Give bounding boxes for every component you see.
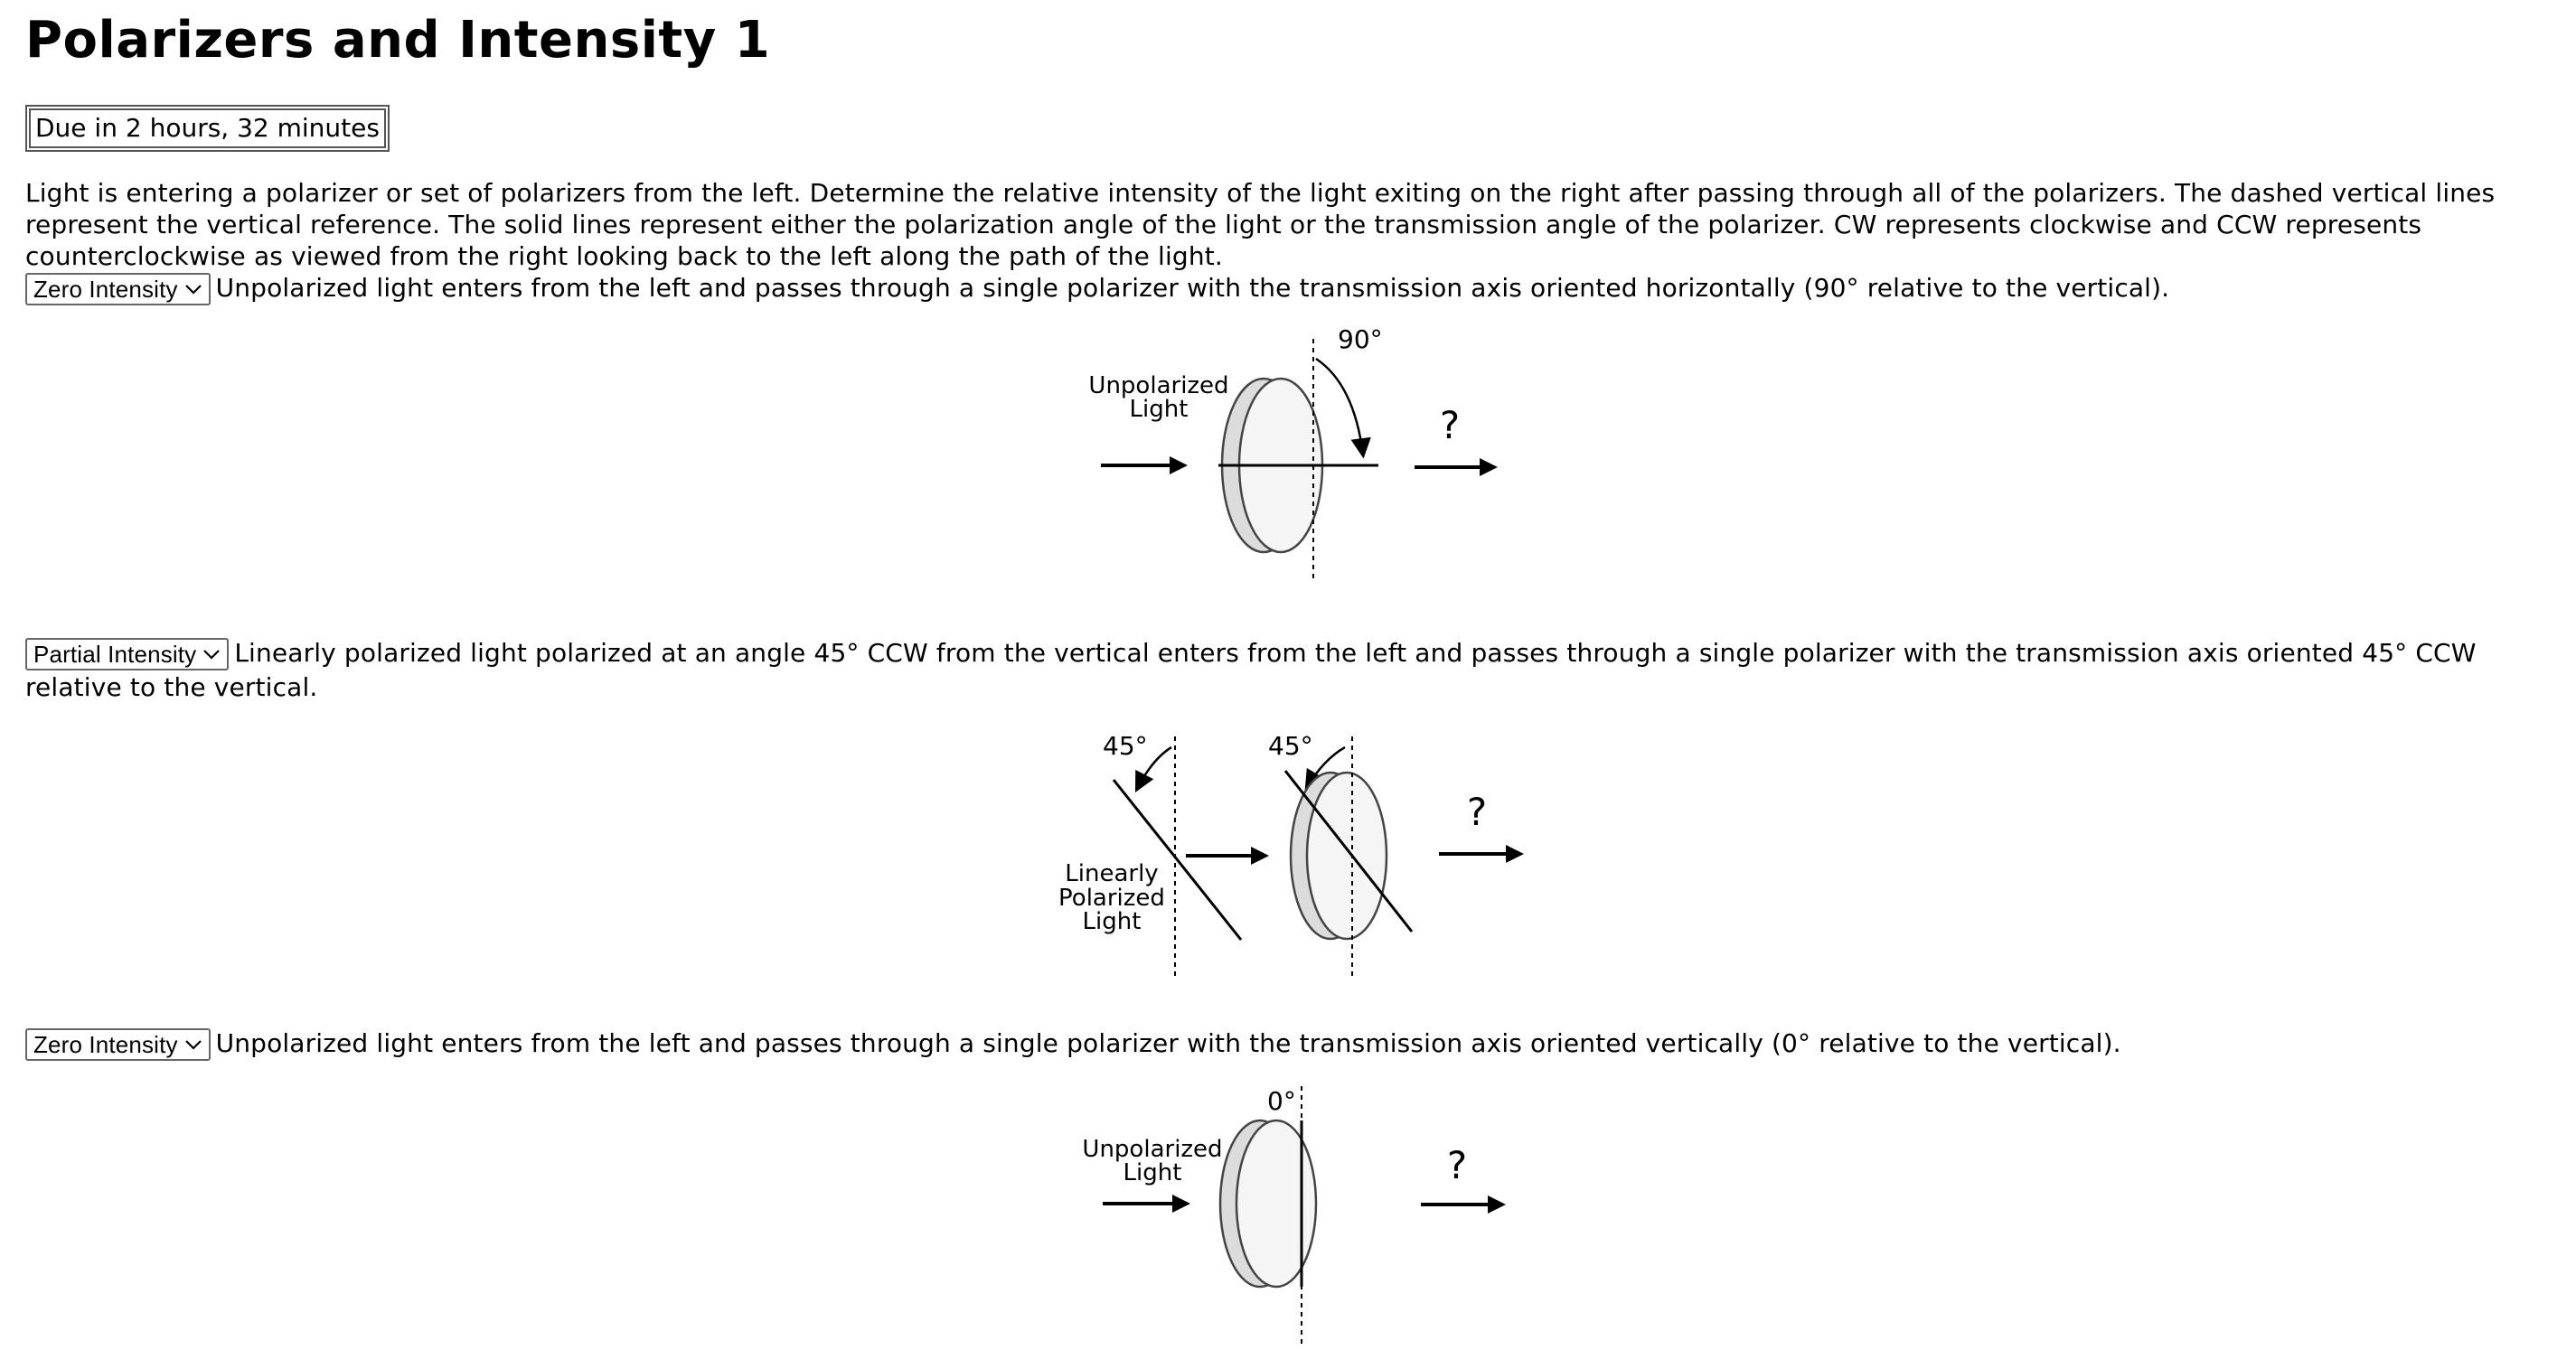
question-2: [25, 636, 2565, 704]
input-label-line2: Light: [1123, 1159, 1182, 1186]
question-3: [25, 1027, 2565, 1061]
polarizer-angle-label: 45°: [1268, 731, 1313, 761]
output-label: ?: [1466, 790, 1488, 834]
answer-select-1-value: Zero Intensity: [33, 276, 178, 303]
question-1-prompt: Unpolarized light enters from the left and passes through a single polarizer with the transmission axis oriented horizontally (90° relative to the vertical).: [215, 273, 2170, 303]
question-2-prompt: Linearly polarized light polarized at an angle 45° CCW from the vertical enters from the left and passes through a single polarizer with the transmission axis oriented 45° CCW relative to the vertical.: [25, 638, 2477, 702]
answer-select-2-value: Partial Intensity: [33, 641, 197, 668]
due-date-badge: [25, 105, 390, 152]
polarizer-disk: [1307, 773, 1387, 939]
figure-1: [1067, 321, 1518, 592]
instructions-text: Light is entering a polarizer or set of polarizers from the left. Determine the relative intensity of the light exiting on the right after passing through all of the polarizers. The dashed vertical lines represent the vertical reference. The solid lines represent either the polarization angle of the light or the transmission angle of the polarizer. CW represents clockwise and CCW represents counterclockwise as viewed from the right looking back to the left along the path of the light.: [25, 178, 2496, 271]
chevron-down-icon: [183, 280, 203, 298]
chevron-down-icon: [183, 1036, 203, 1054]
chevron-down-icon: [202, 645, 221, 663]
input-label-line1: Linearly: [1065, 860, 1159, 887]
answer-select-1[interactable]: [25, 273, 211, 305]
input-label-line3: Light: [1082, 908, 1142, 935]
output-label: ?: [1446, 1143, 1468, 1187]
answer-select-3[interactable]: [25, 1028, 211, 1061]
answer-select-2[interactable]: [25, 638, 229, 670]
input-label-line1: Unpolarized: [1082, 1136, 1223, 1163]
question-1: [25, 271, 2565, 305]
polarizer-angle-label: 0°: [1267, 1086, 1296, 1116]
answer-select-3-value: Zero Intensity: [33, 1031, 178, 1058]
rotation-arrow: [1316, 359, 1363, 455]
polarizer-angle-label: 90°: [1338, 324, 1383, 354]
figure-2: [1048, 718, 1537, 989]
input-label-line1: Unpolarized: [1088, 372, 1229, 399]
figure-3: [1067, 1077, 1518, 1350]
light-angle-label: 45°: [1103, 731, 1148, 761]
polarizer-disk: [1236, 1120, 1316, 1287]
due-date-label: Due in 2 hours, 32 minutes: [29, 108, 386, 148]
input-label-line2: Polarized: [1058, 885, 1165, 912]
question-3-prompt: Unpolarized light enters from the left and passes through a single polarizer with the transmission axis oriented vertically (0° relative to the vertical).: [215, 1028, 2121, 1058]
page-title: Polarizers and Intensity 1: [25, 11, 771, 70]
input-label-line2: Light: [1129, 396, 1189, 423]
output-label: ?: [1439, 403, 1461, 447]
